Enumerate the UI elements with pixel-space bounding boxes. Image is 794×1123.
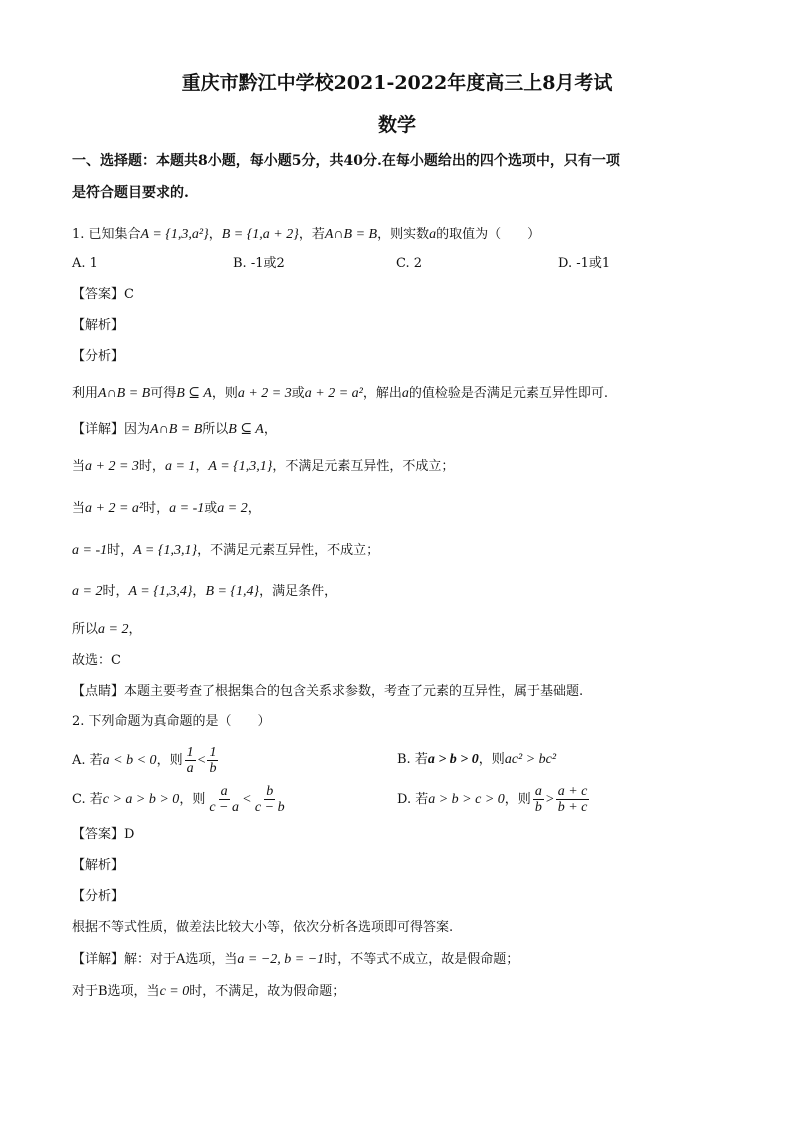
q2-stem: 2. 下列命题为真命题的是（ ） xyxy=(72,714,271,729)
q2-detail-b: 对于B选项，当c = 0时，不满足，故为假命题； xyxy=(72,984,346,999)
q2-detail-a: 【详解】解：对于A选项，当a = −2, b = −1时，不等式不成立，故是假命题； xyxy=(72,952,520,967)
q2-fenxi-label: 【分析】 xyxy=(72,889,125,904)
subject-title: 数学 xyxy=(377,114,416,136)
section-heading-line1: 一、选择题：本题共8小题，每小题5分，共40分.在每小题给出的四个选项中，只有一项 xyxy=(72,153,620,169)
q2-option-a: A. 若a < b < 0，则 $\frac{1}{a}$ < $\frac{1}{b}$ xyxy=(72,745,217,776)
q1-dianjing: 【点睛】本题主要考查了根据集合的包含关系求参数，考查了元素的互异性，属于基础题. xyxy=(72,684,584,699)
q1-case-1: 当a + 2 = 3时，a = 1，A = {1,3,1}，不满足元素互异性，不成立； xyxy=(72,459,455,474)
q2-option-c: C. 若c > a > b > 0，则 $\frac{a}{c - a}$ < $\frac{b}{c - b}$ xyxy=(72,784,285,815)
page-title: 重庆市黔江中学校2021-2022年度高三上8月考试 xyxy=(181,72,613,94)
q1-choice: 故选：C xyxy=(72,653,121,668)
q1-detail: 【详解】因为A∩B = B所以B ⊆ A， xyxy=(72,422,277,437)
q2-jiexi-label: 【解析】 xyxy=(72,858,125,873)
q1-analysis: 利用A∩B = B可得B ⊆ A，则a + 2 = 3或a + 2 = a²，解出a的值检验是否满足元素互异性即可. xyxy=(72,386,609,401)
q1-answer: 【答案】C xyxy=(72,287,134,302)
q1-case-3: a = -1时，A = {1,3,1}，不满足元素互异性，不成立； xyxy=(72,543,380,558)
q1-case-4: a = 2时，A = {1,3,4}，B = {1,4}，满足条件， xyxy=(72,584,338,599)
q2-answer: 【答案】D xyxy=(72,827,135,842)
q1-jiexi-label: 【解析】 xyxy=(72,318,125,333)
q1-option-c: C. 2 xyxy=(396,256,423,271)
q1-option-a: A. 1 xyxy=(72,256,98,271)
q1-set-a: A = {1,3,a²} xyxy=(140,227,209,242)
q1-option-d: D. -1或1 xyxy=(558,256,611,271)
q1-option-b: B. -1或2 xyxy=(233,256,285,271)
q1-set-b: B = {1,a + 2} xyxy=(221,227,299,242)
q1-case-2: 当a + 2 = a²时，a = -1或a = 2， xyxy=(72,501,261,516)
q2-option-d: D. 若a > b > c > 0，则 $\frac{a}{b}$ > $\frac{a + c}{b + c}$ xyxy=(397,784,588,815)
q1-fenxi-label: 【分析】 xyxy=(72,349,125,364)
section-heading-line2: 是符合题目要求的. xyxy=(72,185,189,201)
q2-analysis: 根据不等式性质，做差法比较大小等，依次分析各选项即可得答案. xyxy=(72,920,454,935)
q1-conclusion: 所以a = 2， xyxy=(72,622,142,637)
q1-stem: 1. 已知集合A = {1,3,a²}，B = {1,a + 2}，若A∩B = B，则实数a的取值为（ ） xyxy=(72,227,541,242)
q2-option-b: B. 若a > b > 0，则ac² > bc² xyxy=(397,752,557,767)
